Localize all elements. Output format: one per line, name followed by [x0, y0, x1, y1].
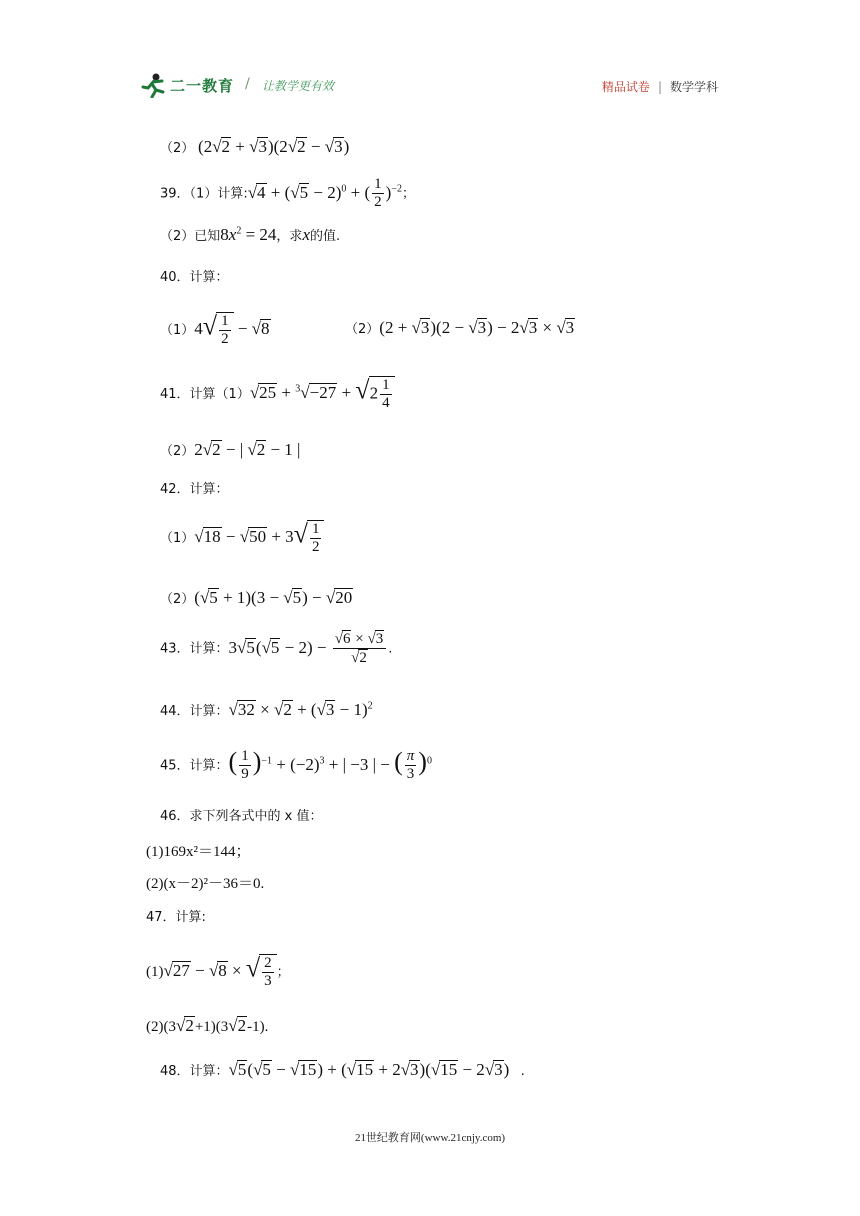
problem-40-part-2: （2）(2 + √3)(2 − √3) − 2√3 × √3 — [345, 318, 575, 337]
problem-39-part-2: （2）已知$8x^2 = 24$，求x的值. — [160, 225, 341, 244]
math-expression: √25 + $^3$√−27 + √2 $\frac{1}{4}$ — [250, 383, 395, 402]
problem-38-part-2: （2） (2√2 + √3)(2√2 − √3) — [160, 137, 350, 156]
problem-47-part-1: (1)√27 − √8 × √ $\frac{2}{3}$ ； — [146, 953, 290, 990]
math-expression: √27 − √8 × √ $\frac{2}{3}$ — [164, 961, 277, 980]
header-subject-label — [602, 78, 718, 95]
problem-47-part-2: (2)(3√2+1)(3√2-1). — [146, 1016, 269, 1035]
problem-42-part-2: （2）(√5 + 1)(3 − √5) − √20 — [160, 588, 353, 607]
problem-42-part-1: （1）√18 − √50 + 3√ $\frac{1}{2}$ — [160, 520, 324, 557]
math-expression: 4√ $\frac{1}{2}$ − √8 — [194, 311, 270, 348]
math-expression: 2√2 − | √2 − 1 | — [194, 440, 301, 459]
math-expression: ( $\frac{1}{9}$ )$^{-1} + (-2)^3$ + | −3 | − ( $\frac{\pi}{3}$ )$^0$ — [228, 746, 432, 783]
math-expression: √18 − √50 + 3√ $\frac{1}{2}$ — [194, 527, 324, 546]
problem-39-part-1: 39．（1）计算:√4 + $(√5 - 2)^0$ + ( $\frac{1}{2}$ )$^{-2}$； — [160, 176, 415, 211]
math-expression: (√5 + 1)(3 − √5) − √20 — [194, 588, 353, 607]
runner-logo-icon — [140, 72, 168, 98]
problem-40-part-1: （1）4√ $\frac{1}{2}$ − √8 — [160, 311, 270, 348]
math-expression: (2√2 + √3)(2√2 − √3) — [198, 137, 350, 156]
problem-46-part-2: (2)(x－2)²－36＝0. — [146, 876, 265, 892]
math-expression: $√4 + (√5 - 2)^0$ + ( $\frac{1}{2}$ )$^{-2}$ — [247, 176, 402, 211]
logo-divider: / — [245, 76, 250, 92]
header-label-exam: 精品试卷 — [601, 80, 650, 94]
math-expression: $8x^2 = 24$ — [220, 225, 277, 244]
problem-46-part-1: (1)169x²＝144； — [146, 844, 251, 860]
header-divider: | — [657, 80, 662, 94]
problem-47-title: 47．计算: — [146, 910, 206, 925]
problem-45: 45．计算：( $\frac{1}{9}$ )$^{-1} + (-2)^3$ + | −3 | − ( $\frac{\pi}{3}$ )$^0$ — [160, 746, 432, 783]
problem-40-title: 40．计算： — [160, 270, 229, 285]
math-expression: (2 + √3)(2 − √3) − 2√3 × √3 — [379, 318, 575, 337]
logo-name: 二一教育 — [170, 77, 235, 95]
problem-44: 44．计算：$√32 \times √2 + (√3 - 1)^2$ — [160, 700, 373, 719]
header-label-subject: 数学学科 — [669, 80, 718, 94]
problem-43: 43．计算：3√5(√5 − 2) − $\frac{√6 \times √3}{√2}$ . — [160, 631, 393, 667]
logo-slogan: 让教学更有效 — [262, 79, 335, 93]
math-expression: 3√5(√5 − 2) − $\frac{√6 \times √3}{√2}$ — [229, 638, 389, 657]
publisher-logo — [140, 72, 360, 100]
math-expression: $√32 \times √2 + (√3 - 1)^2$ — [228, 700, 373, 719]
problem-42-title: 42．计算： — [160, 482, 229, 497]
problem-48: 48．计算：√5(√5 − √15) + (√15 + 2√3)(√15 − 2√3) . — [160, 1060, 525, 1079]
problem-41-part-1: 41．计算（1）√25 + $^3$√−27 + √2 $\frac{1}{4}$ — [160, 376, 395, 413]
math-expression: √5(√5 − √15) + (√15 + 2√3)(√15 − 2√3) — [228, 1060, 510, 1079]
problem-46-title: 46．求下列各式中的 x 值： — [160, 809, 323, 824]
problem-41-part-2: （2）2√2 − | √2 − 1 | — [160, 440, 301, 459]
page-footer: 21世纪教育网(www.21cnjy.com) — [354, 1132, 506, 1144]
